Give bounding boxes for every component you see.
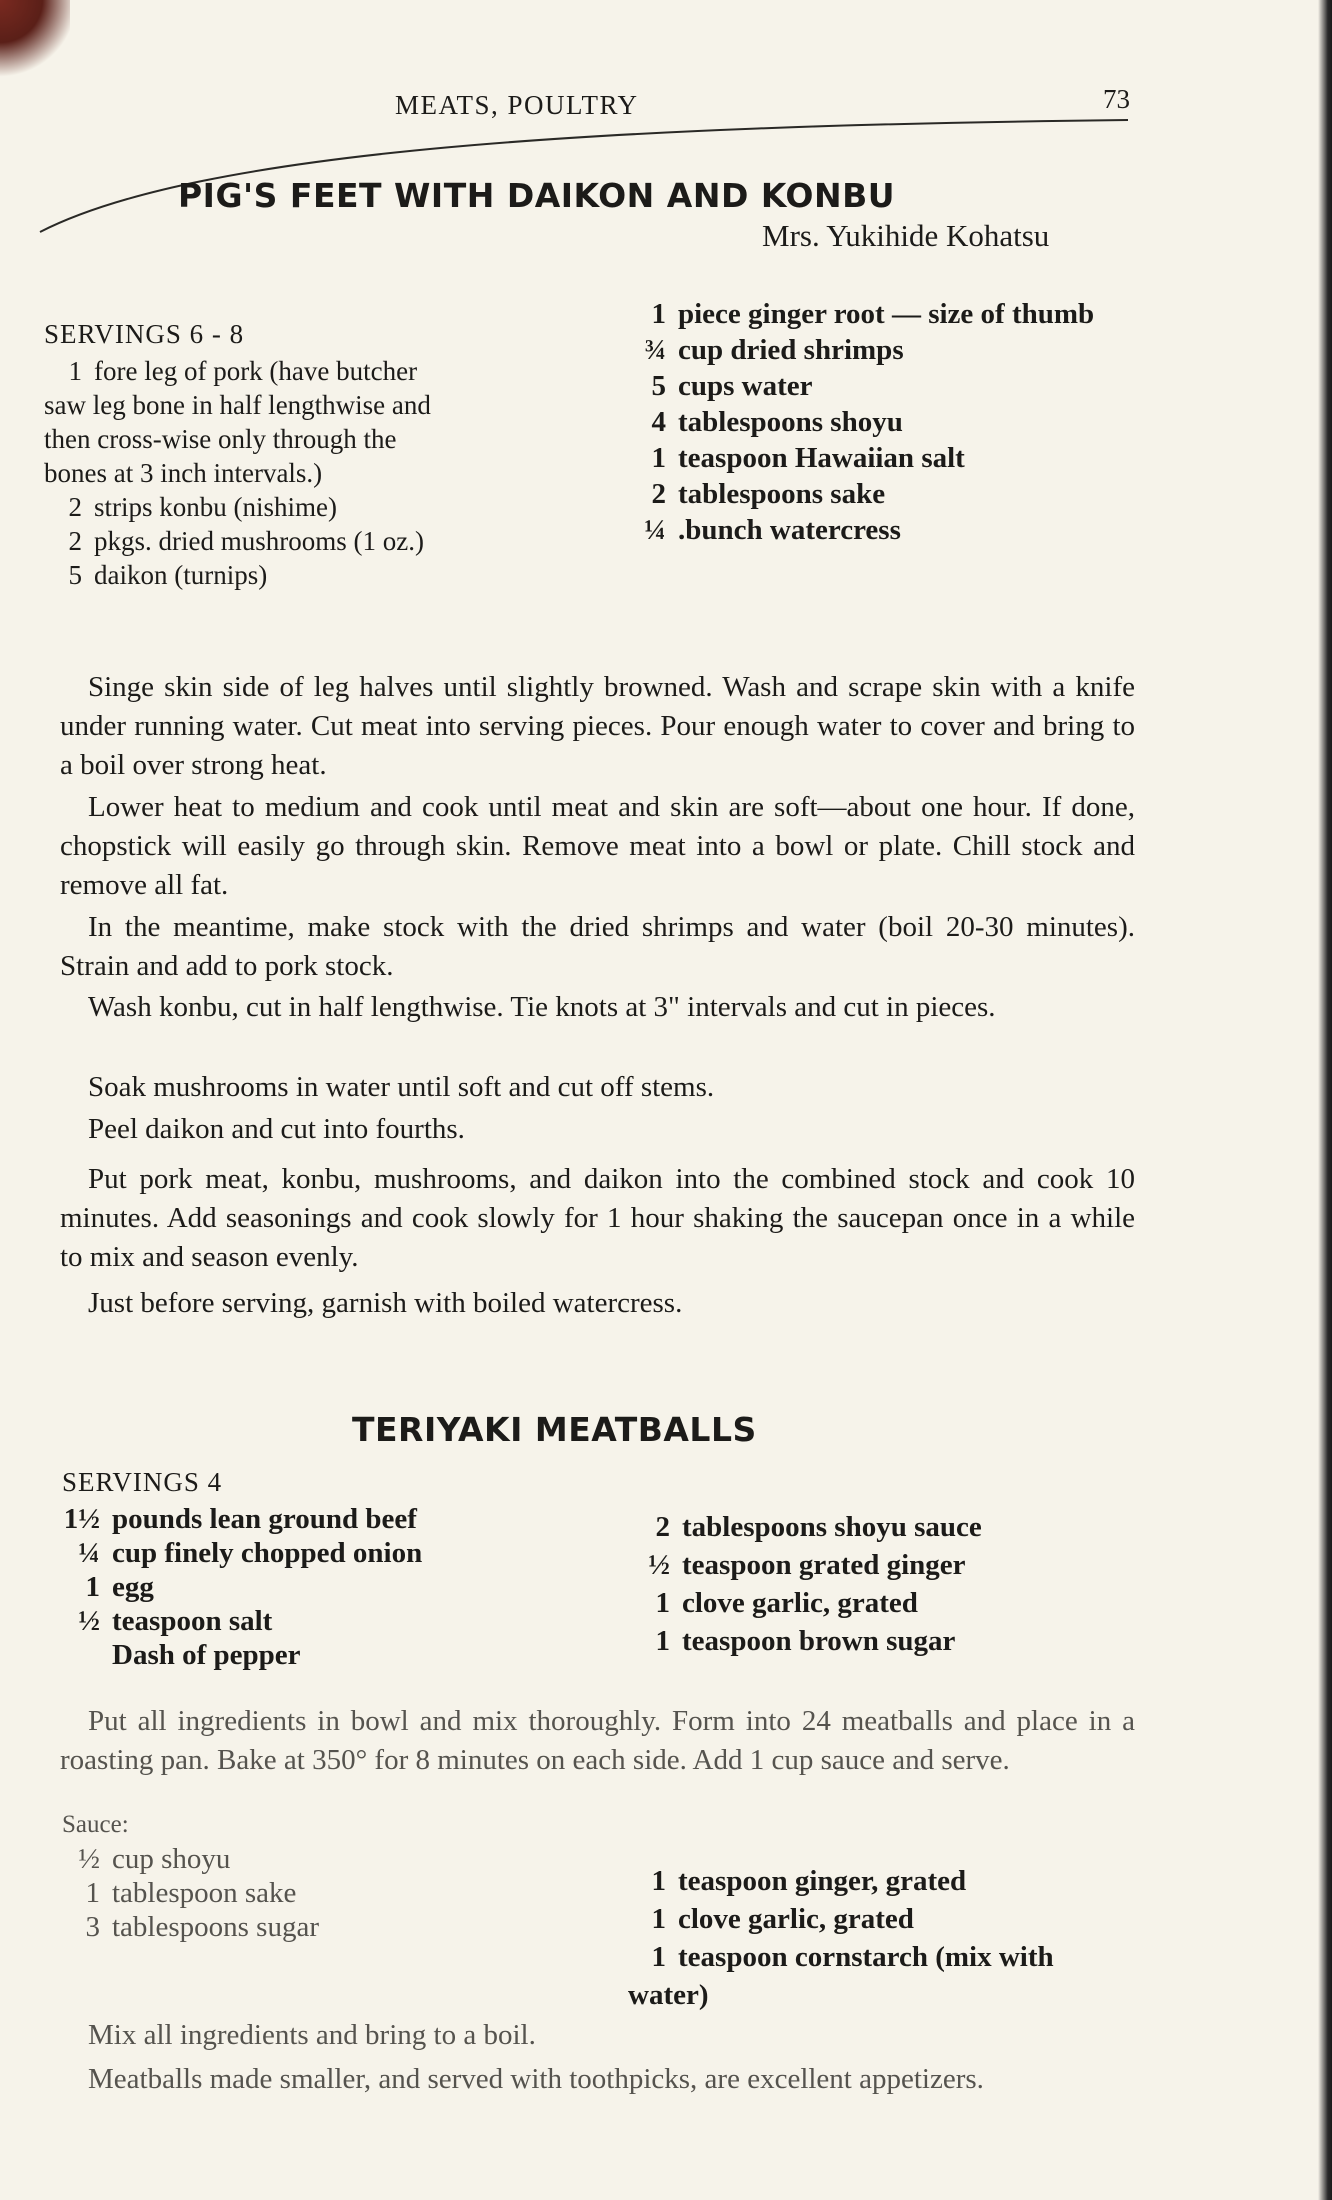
direction-paragraph: Wash konbu, cut in half lengthwise. Tie knots at 3" intervals and cut in pieces. <box>88 991 996 1023</box>
direction-paragraph: Lower heat to medium and cook until meat and skin are soft—about one hour. If done, chopstick will easily go through skin. Remove meat into a bowl or plate. Chill stock and remove all fat. <box>60 791 1135 901</box>
ingredient-list <box>62 1502 622 1672</box>
ingredient: 1 piece ginger root — size of thumb <box>651 298 1095 330</box>
ingredients-right <box>628 296 1138 548</box>
ingredient: 4 tablespoons shoyu <box>651 406 903 438</box>
page-number: 73 <box>1103 84 1130 114</box>
page-right-edge <box>1318 0 1332 2200</box>
ingredient: 3 tablespoons sugar <box>85 1911 319 1943</box>
direction-paragraph: Peel daikon and cut into fourths. <box>88 1113 465 1145</box>
ingredient: 5 daikon (turnips) <box>68 560 268 590</box>
recipe-title: PIG'S FEET WITH DAIKON AND KONBU <box>178 176 896 215</box>
ingredient: 1 egg <box>85 1571 154 1603</box>
ingredient: ½ teaspoon salt <box>78 1605 273 1637</box>
sauce-ingredients-left <box>62 1808 622 1944</box>
recipe-title: TERIYAKI MEATBALLS <box>352 1410 757 1449</box>
direction-paragraph: In the meantime, make stock with the dried shrimps and water (boil 20-30 minutes). Strain and add to pork stock. <box>60 911 1135 982</box>
direction-paragraph: Put pork meat, konbu, mushrooms, and daikon into the combined stock and cook 10 minutes. Add seasonings and cook slowly for 1 hour shaking the saucepan once in a while to mix and season evenly. <box>60 1163 1135 1273</box>
ingredient: 1 teaspoon brown sugar <box>655 1625 956 1657</box>
sauce-ingredients-right <box>628 1862 1138 2014</box>
ingredient-list <box>44 354 464 592</box>
direction-paragraph: Soak mushrooms in water until soft and cut off stems. <box>88 1071 715 1103</box>
ingredient: 1 clove garlic, grated <box>651 1903 914 1935</box>
direction-paragraph: Just before serving, garnish with boiled watercress. <box>88 1287 683 1319</box>
ingredient: 1 teaspoon ginger, grated <box>651 1865 967 1897</box>
servings: SERVINGS 6 - 8 <box>44 319 245 349</box>
recipe-author: Mrs. Yukihide Kohatsu <box>762 218 1050 253</box>
sauce-label: Sauce: <box>62 1811 129 1838</box>
ingredients-left <box>62 1464 622 1672</box>
direction-paragraph: Put all ingredients in bowl and mix thoroughly. Form into 24 meatballs and place in a roasting pan. Bake at 350° for 8 minutes on each side. Add 1 cup sauce and serve. <box>60 1705 1135 1776</box>
ingredient: 1 teaspoon Hawaiian salt <box>651 442 965 474</box>
ingredient: 2 tablespoons shoyu sauce <box>655 1511 982 1543</box>
ingredient: 1 clove garlic, grated <box>655 1587 918 1619</box>
ingredient: Dash of pepper <box>112 1639 301 1671</box>
ingredient: 1½ pounds lean ground beef <box>63 1503 417 1535</box>
servings: SERVINGS 4 <box>62 1467 223 1497</box>
ingredient: 2 pkgs. dried mushrooms (1 oz.) <box>68 526 424 556</box>
ingredient: ½ teaspoon grated ginger <box>648 1549 966 1581</box>
ingredient: 2 strips konbu (nishime) <box>68 492 337 522</box>
ingredient: ½ cup shoyu <box>78 1843 231 1875</box>
running-head: MEATS, POULTRY <box>395 90 639 120</box>
ingredient: ¾ cup dried shrimps <box>644 334 904 366</box>
ingredient: 5 cups water <box>651 370 813 402</box>
ingredient: ¼ cup finely chopped onion <box>78 1537 423 1569</box>
ingredient: 1 teaspoon cornstarch (mix with water) <box>628 1941 1054 2011</box>
header-rule <box>0 0 1332 260</box>
sauce-direction: Mix all ingredients and bring to a boil. <box>88 2019 536 2051</box>
ingredient: 2 tablespoons sake <box>651 478 886 510</box>
ingredients-right <box>632 1508 1132 1660</box>
ingredient: ¼ .bunch watercress <box>644 514 901 546</box>
direction-paragraph: Singe skin side of leg halves until slightly browned. Wash and scrape skin with a knife under running water. Cut meat into serving pieces. Pour enough water to cover and bring to a boil over strong heat. <box>60 671 1135 781</box>
ingredient: 1 fore leg of pork (have butcher saw leg bone in half lengthwise and then cross-wise only through the bones at 3 inch intervals.) <box>44 356 431 488</box>
sauce-direction: Meatballs made smaller, and served with toothpicks, are excellent appetizers. <box>88 2063 984 2095</box>
ingredient: 1 tablespoon sake <box>85 1877 297 1909</box>
ingredients-left <box>44 316 464 592</box>
